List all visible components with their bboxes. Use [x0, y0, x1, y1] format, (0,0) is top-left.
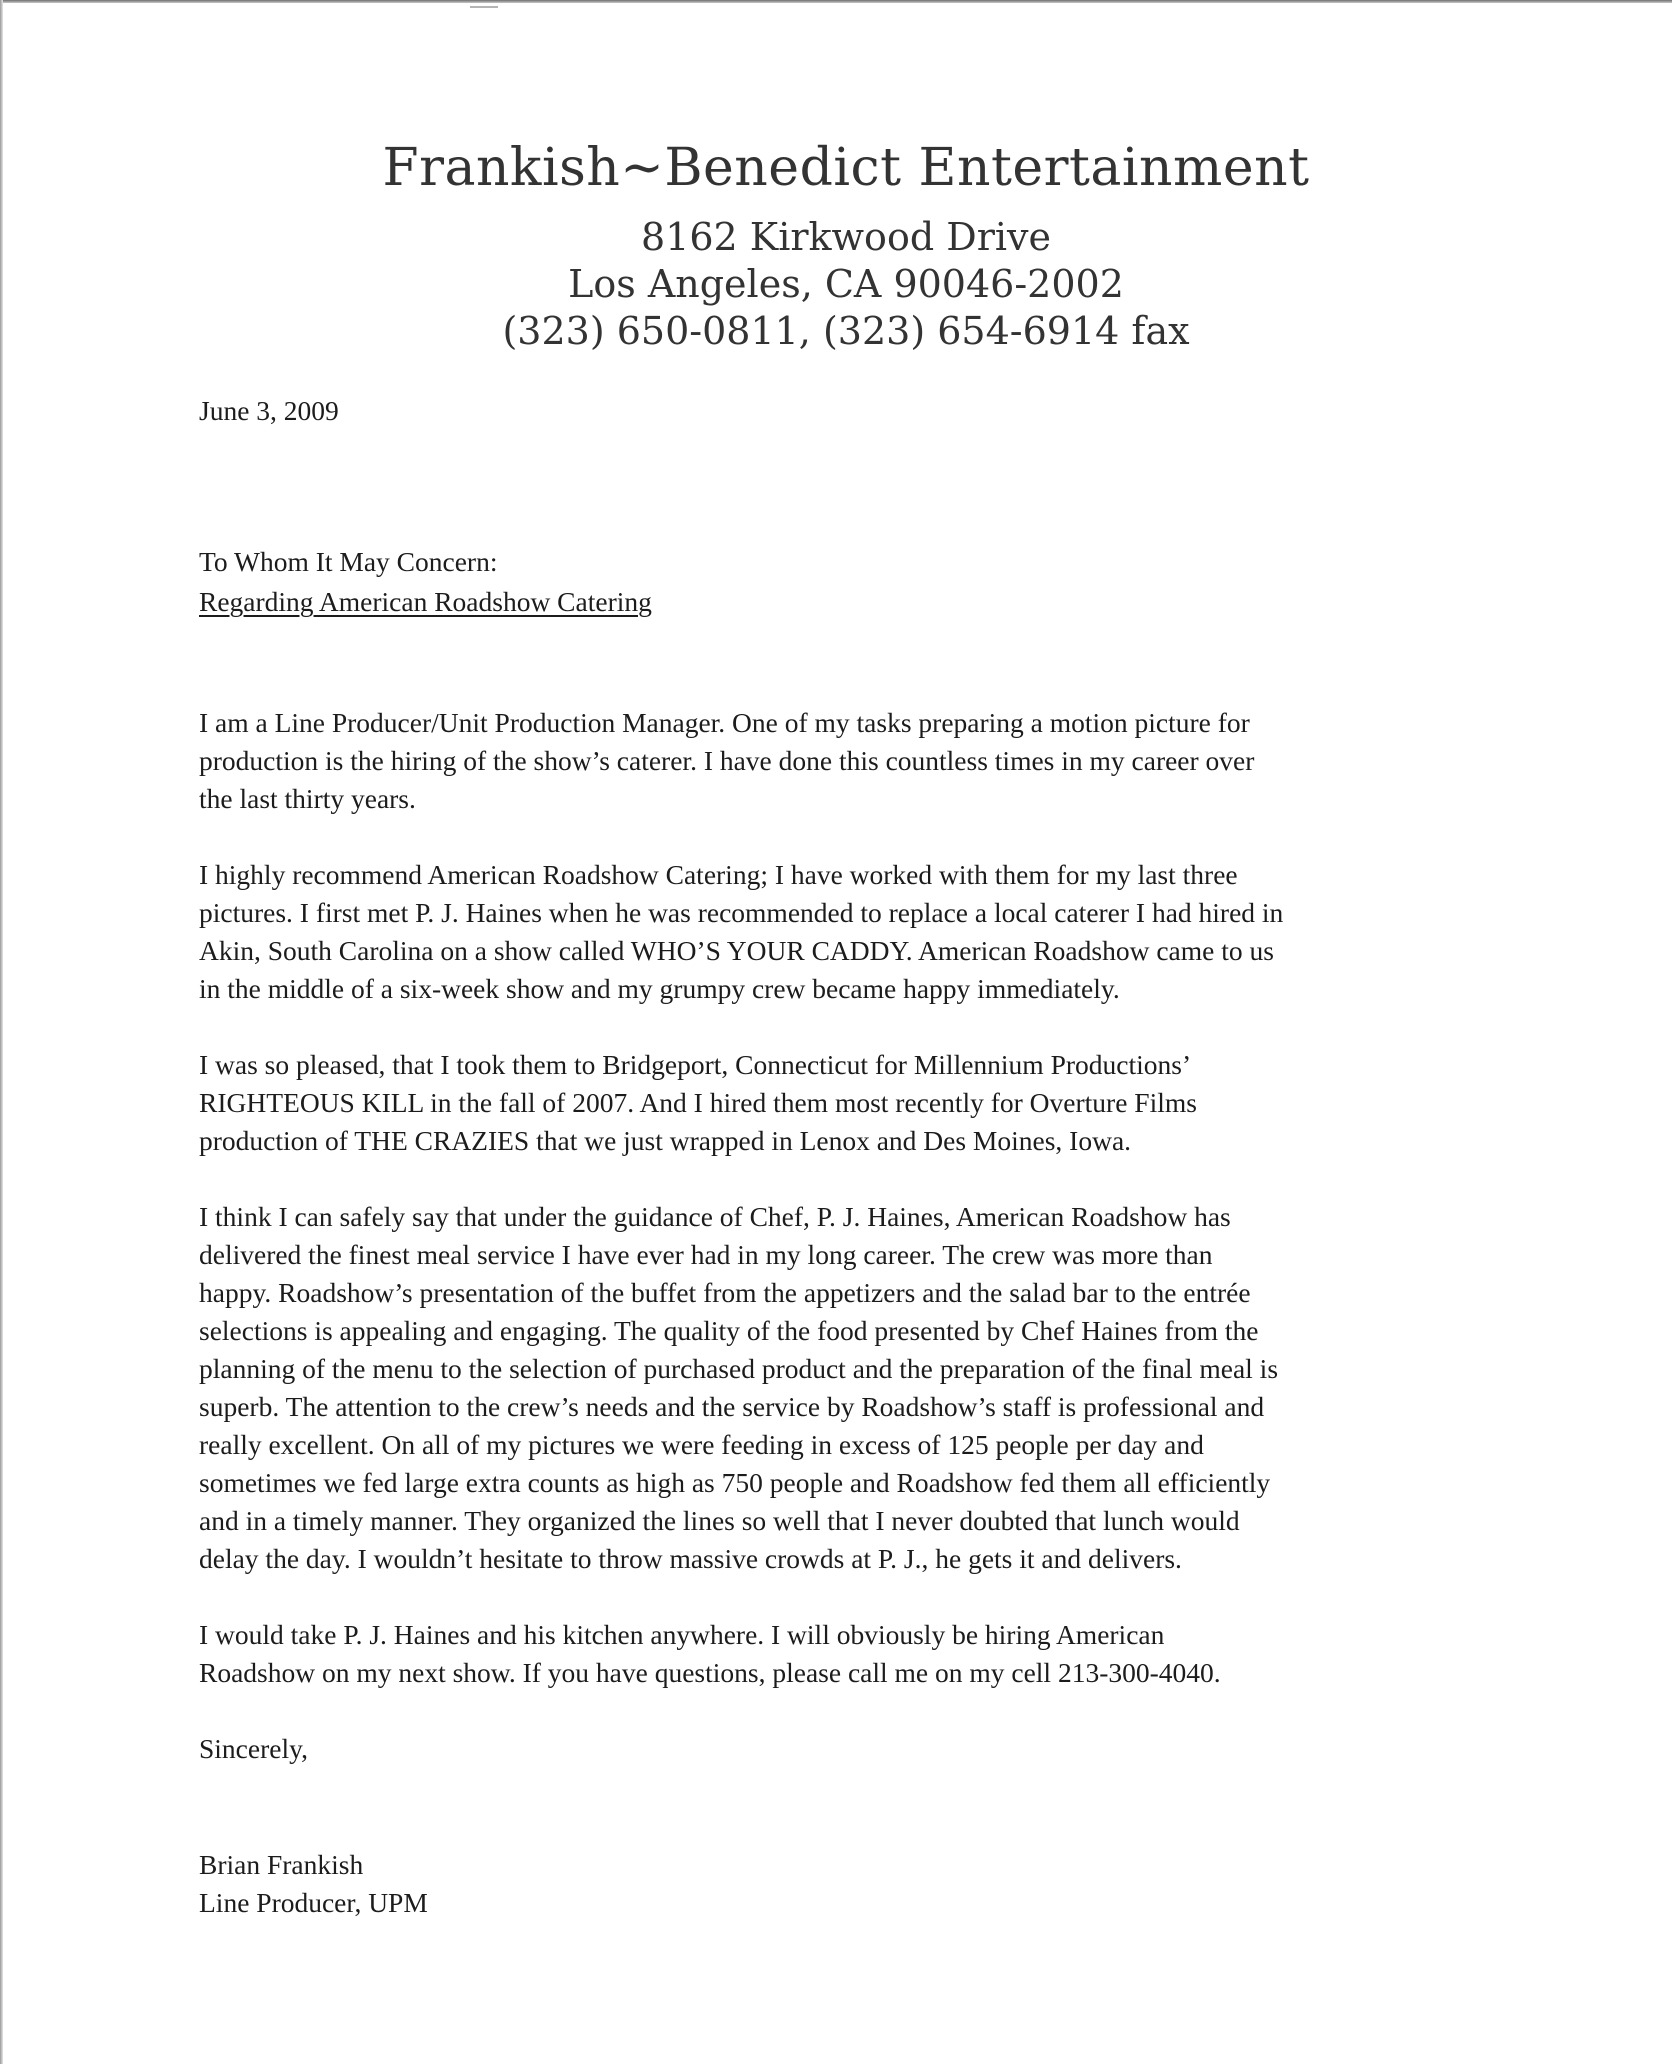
company-city: Los Angeles, CA 90046-2002 [568, 262, 1124, 306]
signer-title: Line Producer, UPM [199, 1887, 428, 1918]
company-name: Frankish~Benedict Entertainment [382, 138, 1310, 198]
paragraph-line: and in a timely manner. They organized the lines so well that I never doubted that lunch would [199, 1505, 1240, 1536]
signer-name: Brian Frankish [199, 1849, 364, 1880]
paragraph-line: I think I can safely say that under the guidance of Chef, P. J. Haines, American Roadshow has [199, 1201, 1231, 1232]
paragraph-line: planning of the menu to the selection of purchased product and the preparation of the final meal is [199, 1353, 1279, 1384]
paragraph-line: production of THE CRAZIES that we just wrapped in Lenox and Des Moines, Iowa. [199, 1125, 1132, 1156]
closing: Sincerely, [199, 1733, 308, 1764]
paragraph-line: RIGHTEOUS KILL in the fall of 2007. And I hired them most recently for Overture Films [199, 1087, 1197, 1118]
paragraph-line: production is the hiring of the show’s caterer. I have done this countless times in my career over [199, 745, 1255, 776]
letter-date: June 3, 2009 [199, 395, 339, 426]
paragraph-line: I highly recommend American Roadshow Catering; I have worked with them for my last three [199, 859, 1238, 890]
paragraph-line: really excellent. On all of my pictures we were feeding in excess of 125 people per day and [199, 1429, 1204, 1460]
company-phones: (323) 650-0811, (323) 654-6914 fax [502, 309, 1190, 353]
paragraph-line: Roadshow on my next show. If you have questions, please call me on my cell 213-300-4040. [199, 1657, 1221, 1688]
paragraph-line: sometimes we fed large extra counts as high as 750 people and Roadshow fed them all efficiently [199, 1467, 1271, 1498]
paragraph-line: I am a Line Producer/Unit Production Manager. One of my tasks preparing a motion picture for [199, 707, 1250, 738]
paragraph-line: pictures. I first met P. J. Haines when he was recommended to replace a local caterer I had hired in [199, 897, 1284, 928]
paragraph-line: the last thirty years. [199, 783, 416, 814]
paragraph-line: superb. The attention to the crew’s needs and the service by Roadshow’s staff is professional and [199, 1391, 1265, 1422]
paragraph-line: in the middle of a six-week show and my grumpy crew became happy immediately. [199, 973, 1120, 1004]
scan-top-edge [0, 0, 1672, 3]
paragraph-line: happy. Roadshow’s presentation of the buffet from the appetizers and the salad bar to the entrée [199, 1277, 1251, 1308]
paragraph-line: selections is appealing and engaging. The quality of the food presented by Chef Haines from the [199, 1315, 1259, 1346]
subject-line: Regarding American Roadshow Catering [199, 586, 652, 617]
salutation: To Whom It May Concern: [199, 546, 498, 577]
paragraph-line: delay the day. I wouldn’t hesitate to throw massive crowds at P. J., he gets it and delivers. [199, 1543, 1182, 1574]
company-street: 8162 Kirkwood Drive [641, 215, 1051, 259]
paragraph-line: I was so pleased, that I took them to Bridgeport, Connecticut for Millennium Productions’ [199, 1049, 1192, 1080]
paragraph-line: I would take P. J. Haines and his kitchen anywhere. I will obviously be hiring American [199, 1619, 1165, 1650]
scan-artifact [470, 6, 498, 8]
paragraph-line: delivered the finest meal service I have ever had in my long career. The crew was more than [199, 1239, 1213, 1270]
paragraph-line: Akin, South Carolina on a show called WHO’S YOUR CADDY. American Roadshow came to us [199, 935, 1274, 966]
